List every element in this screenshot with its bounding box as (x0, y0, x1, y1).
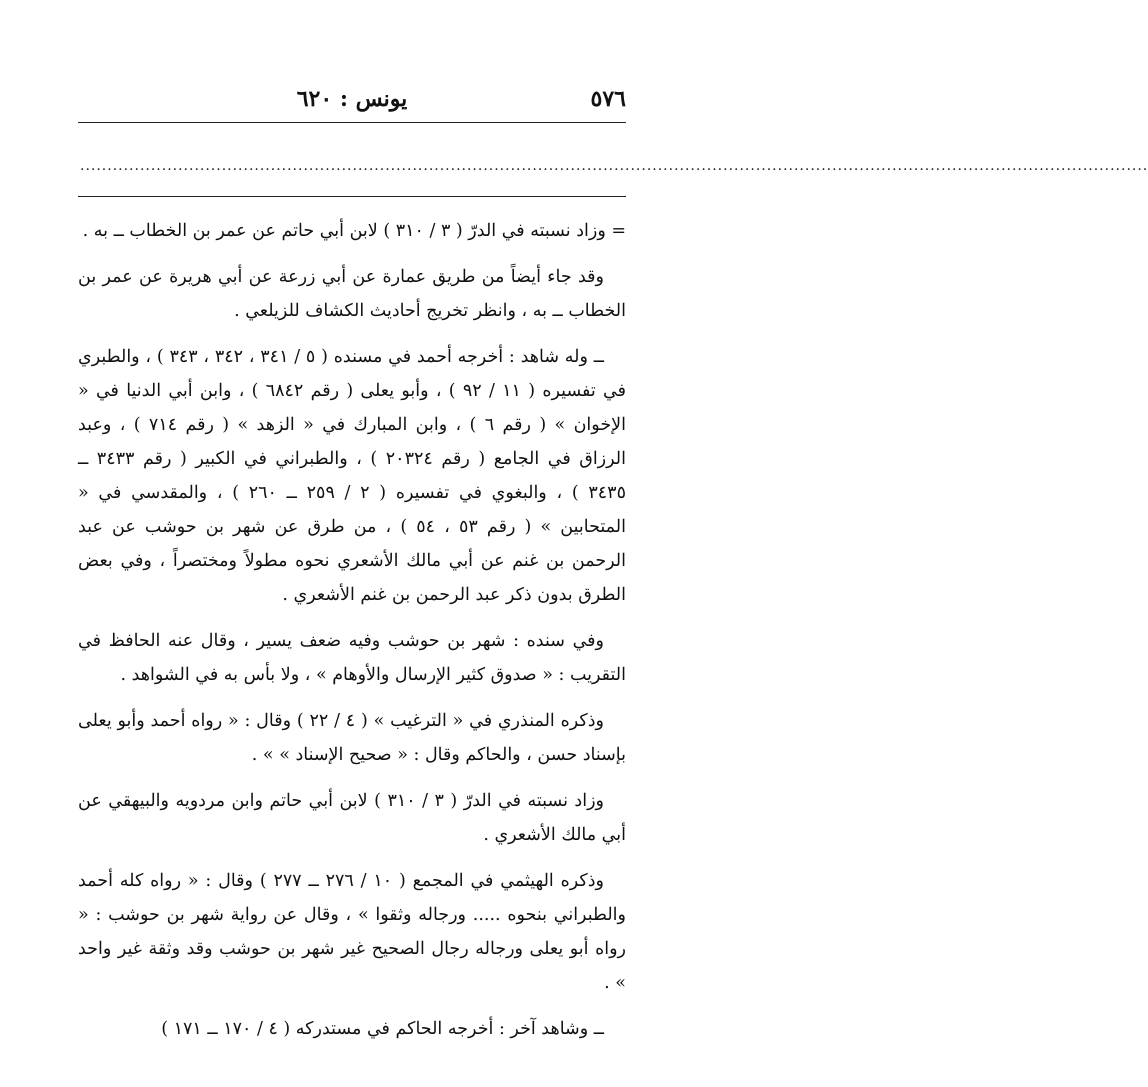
running-title: يونس : ٦٢٠ (296, 86, 408, 112)
paragraph-2: وقد جاء أيضاً من طريق عمارة عن أبي زرعة عن أبي هريرة عن عمر بن الخطاب ــ به ، وانظر تخريج أحاديث الكشاف للزيلعي . (78, 267, 626, 321)
paragraph-5: وذكره المنذري في « الترغيب » ( ٤ / ٢٢ ) وقال : « رواه أحمد وأبو يعلى بإسناد حسن ، والحاكم وقال : « صحيح الإسناد » » . (78, 711, 626, 765)
page-header (78, 86, 626, 114)
footnote-text (78, 214, 626, 1058)
paragraph-4: وفي سنده : شهر بن حوشب وفيه ضعف يسير ، وقال عنه الحافظ في التقريب : « صدوق كثير الإرسال والأوهام » ، ولا بأس به في الشواهد . (78, 631, 626, 685)
paragraph-6: وزاد نسبته في الدرّ ( ٣ / ٣١٠ ) لابن أبي حاتم وابن مردويه والبيهقي عن أبي مالك الأشعري . (78, 791, 626, 845)
header-rule (78, 122, 626, 123)
paragraph-8: ــ وشاهد آخر : أخرجه الحاكم في مستدركه ( ٤ / ١٧٠ ــ ١٧١ ) (161, 1019, 604, 1039)
page-number: ٥٧٦ (590, 86, 626, 112)
paragraph-7: وذكره الهيثمي في المجمع ( ١٠ / ٢٧٦ ــ ٢٧٧ ) وقال : « رواه كله أحمد والطبراني بنحوه ..... ورجاله وثقوا » ، وقال عن رواية شهر بن حوشب : « رواه أبو يعلى ورجاله رجال الصحيح غير شهر بن حوشب وقد وثقة غير واحد » . (78, 871, 626, 993)
footnote-rule (78, 196, 626, 197)
paragraph-3: ــ وله شاهد : أخرجه أحمد في مسنده ( ٥ / ٣٤١ ، ٣٤٢ ، ٣٤٣ ) ، والطبري في تفسيره ( ١١ / ٩٢ ) ، وأبو يعلى ( رقم ٦٨٤٢ ) ، وابن أبي الدنيا في « الإخوان » ( رقم ٦ ) ، وابن المبارك في « الزهد » ( رقم ٧١٤ ) ، وعبد الرزاق في الجامع ( رقم ٢٠٣٢٤ ) ، والطبراني في الكبير ( رقم ٣٤٣٣ ــ ٣٤٣٥ ) ، والبغوي في تفسيره ( ٢ / ٢٥٩ ــ ٢٦٠ ) ، والمقدسي في « المتحابين » ( رقم ٥٣ ، ٥٤ ) ، من طرق عن شهر بن حوشب عن عبد الرحمن بن غنم عن أبي مالك الأشعري نحوه مطولاً ومختصراً ، وفي بعض الطرق بدون ذكر عبد الرحمن بن غنم الأشعري . (78, 347, 626, 605)
dotted-separator: .................................................................................................................................................................................................... (80, 158, 1148, 174)
paragraph-1: = وزاد نسبته في الدرّ ( ٣ / ٣١٠ ) لابن أبي حاتم عن عمر بن الخطاب ــ به . (82, 221, 626, 241)
